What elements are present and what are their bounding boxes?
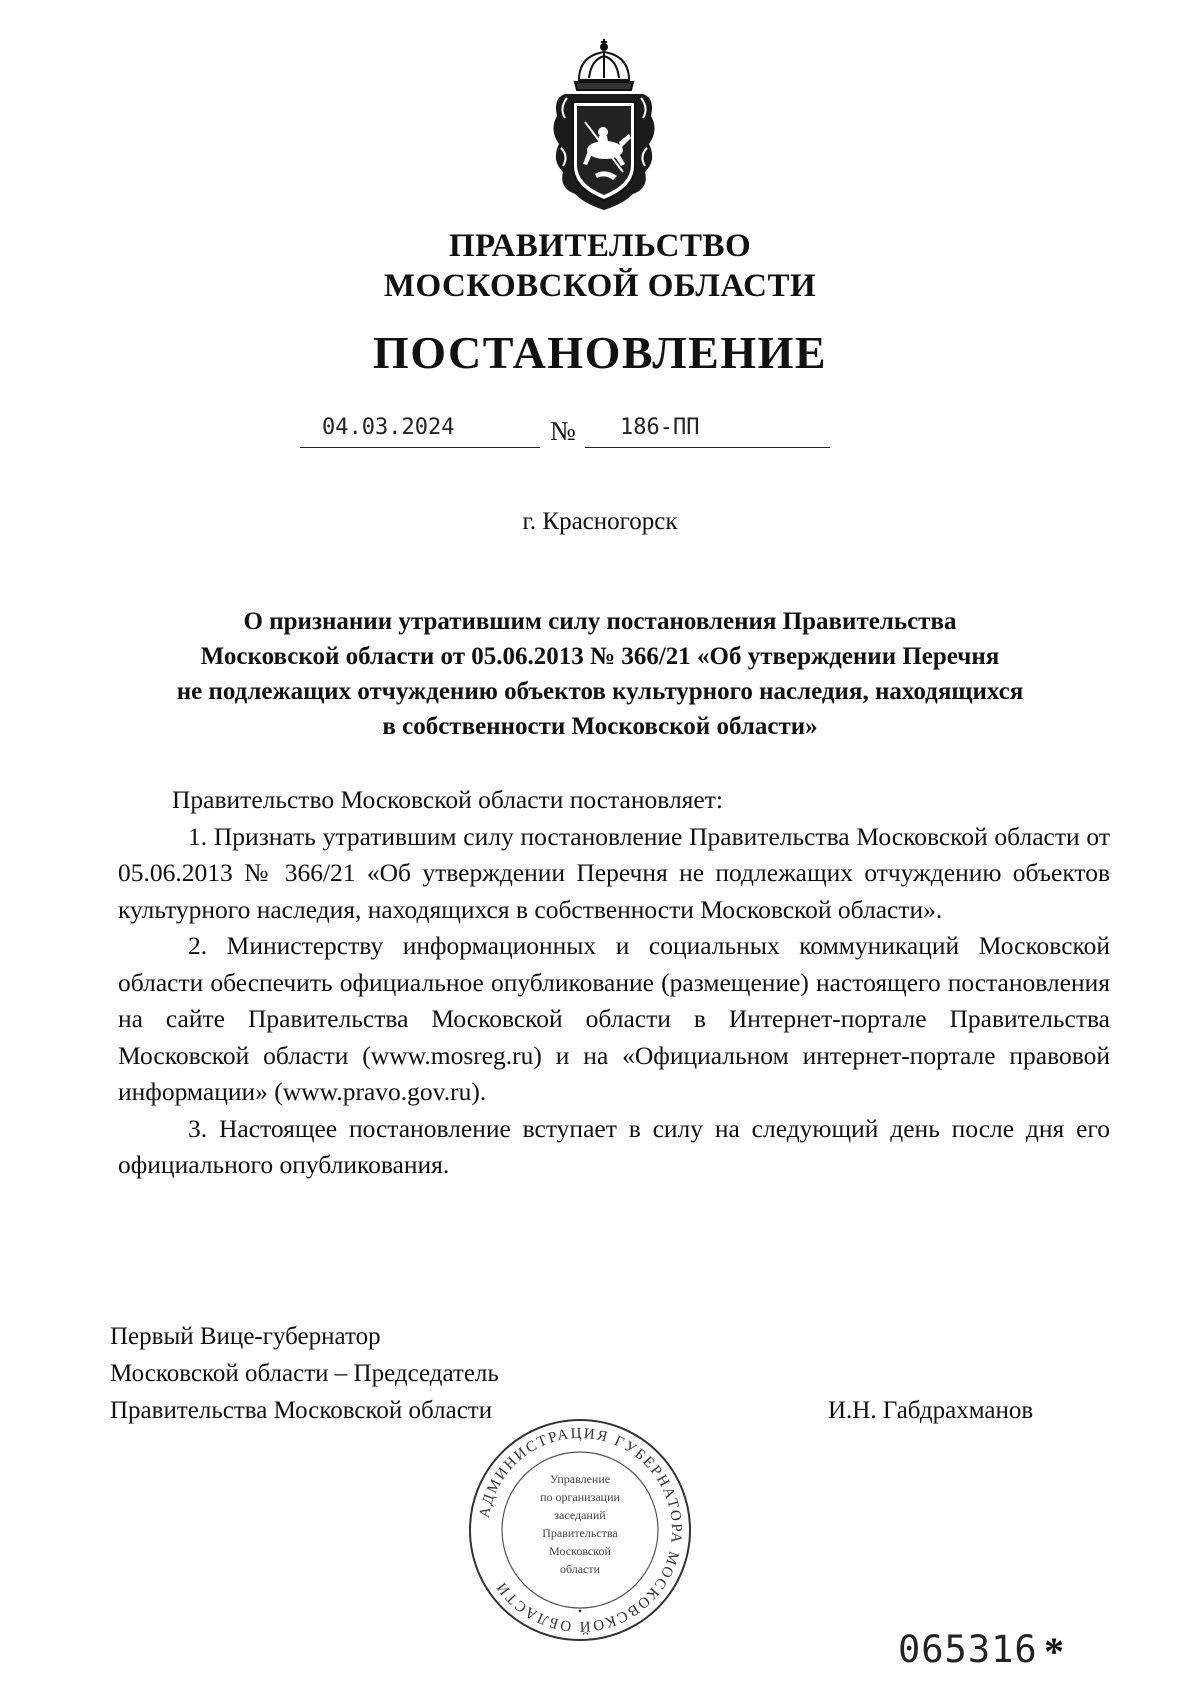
- stamp-line-6: области: [559, 1562, 601, 1576]
- coat-of-arms-emblem: [545, 38, 663, 213]
- document-body: [118, 782, 1110, 1184]
- organization-line-1: ПРАВИТЕЛЬСТВО: [448, 228, 752, 264]
- stamp-line-3: заседаний: [554, 1508, 606, 1522]
- serial-number: 065316: [898, 1628, 1038, 1671]
- stamp-line-5: Московской: [549, 1544, 611, 1558]
- organization-name: [0, 226, 1200, 306]
- signatory-position: [110, 1318, 499, 1429]
- document-date: 04.03.2024: [322, 415, 455, 440]
- document-title: [0, 604, 1200, 744]
- body-item-1: 1. Признать утратившим силу постановление Правительства Московской области от 05.06.2013 № 366/21 «Об утверждении Перечня не подлежащих отчуждению объектов культурного наследия, находящихся в собственности Московской области».: [118, 821, 1110, 924]
- body-item-2: 2. Министерству информационных и социальных коммуникаций Московской области обеспечить официальное опубликование (размещение) настоящего постановления на сайте Правительства Московской области в Интернет-портале Правительства Московской области (www.mosreg.ru) и на «Официальном интернет-портале правовой информации» (www.pravo.gov.ru).: [118, 931, 1110, 1106]
- document-type-heading: ПОСТАНОВЛЕНИЕ: [372, 327, 828, 378]
- document-number: 186-ПП: [620, 415, 700, 440]
- number-sign: №: [550, 416, 576, 446]
- title-line-1: О признании утратившим силу постановления Правительства: [243, 608, 957, 635]
- stamp-line-2: по организации: [540, 1490, 620, 1504]
- position-line-1: Первый Вице-губернатор: [110, 1323, 381, 1350]
- position-line-3: Правительства Московской области: [110, 1397, 493, 1424]
- title-line-4: в собственности Московской области»: [382, 713, 818, 740]
- title-line-2: Московской области от 05.06.2013 № 366/21 «Об утверждении Перечня: [200, 643, 1000, 670]
- date-underline: [300, 447, 540, 448]
- stamp-ring-text: АДМИНИСТРАЦИЯ ГУБЕРНАТОРА МОСКОВСКОЙ ОБЛАСТИ: [476, 1425, 685, 1635]
- number-underline: [585, 447, 830, 448]
- organization-line-2: МОСКОВСКОЙ ОБЛАСТИ: [383, 268, 817, 304]
- svg-text:•: •: [577, 1604, 583, 1618]
- official-stamp: [465, 1415, 695, 1645]
- signatory-name: И.Н. Габдрахманов: [828, 1397, 1034, 1424]
- stamp-line-4: Правительства: [542, 1526, 618, 1540]
- body-intro: Правительство Московской области постановляет:: [172, 785, 723, 814]
- title-line-3: не подлежащих отчуждению объектов культурного наследия, находящихся: [176, 678, 1024, 705]
- serial-mark: *: [1044, 1629, 1064, 1674]
- position-line-2: Московской области – Председатель: [110, 1360, 499, 1387]
- stamp-line-1: Управление: [549, 1472, 611, 1486]
- body-item-3: 3. Настоящее постановление вступает в силу на следующий день после дня его официального опубликования.: [118, 1113, 1110, 1179]
- city-name: г. Красногорск: [522, 508, 678, 535]
